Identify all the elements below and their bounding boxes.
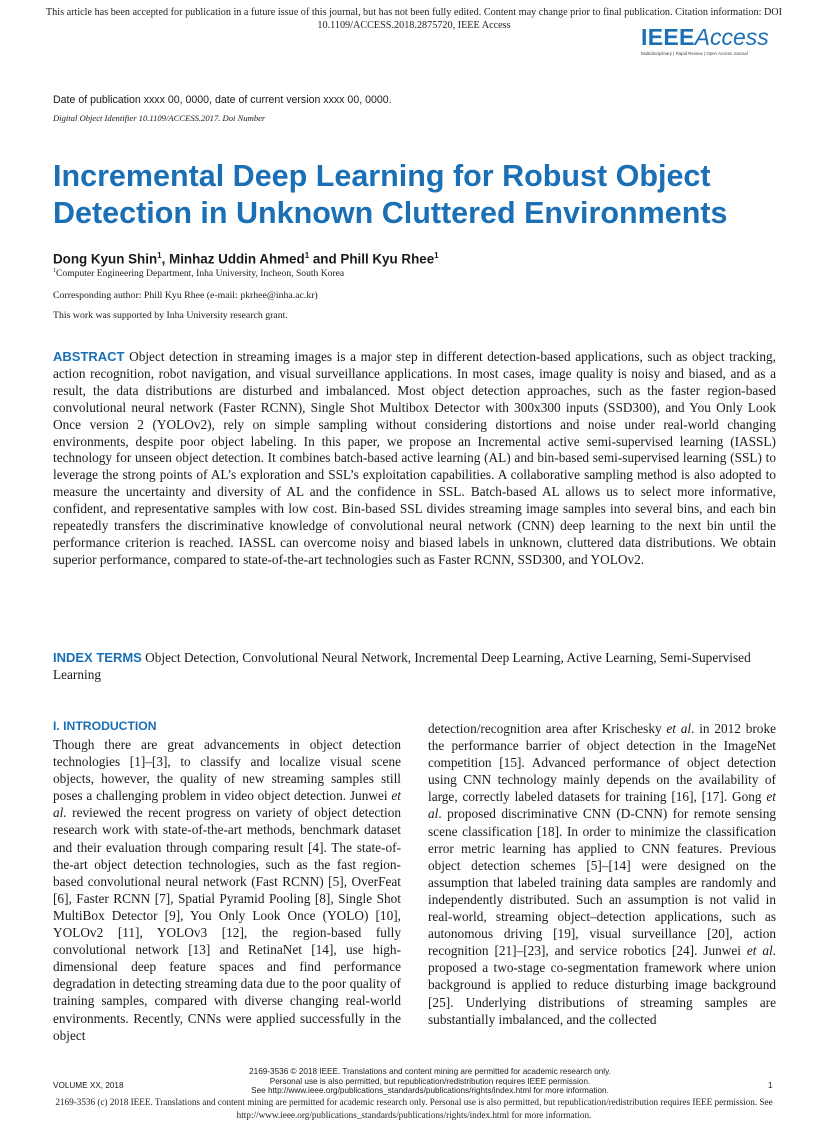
- top-notice-line-2: 10.1109/ACCESS.2018.2875720, IEEE Access: [317, 20, 511, 31]
- body-column-left: [53, 719, 401, 1044]
- footer-copyright-line-3: See http://www.ieee.org/publications_standards/publications/rights/index.html for more information.: [251, 1086, 609, 1096]
- author-affiliation-mark: 1: [157, 251, 162, 260]
- footer-copyright: [150, 1067, 710, 1096]
- body-column-right: [428, 720, 776, 1028]
- logo-tagline: Multidisciplinary | Rapid Review | Open Access Journal: [641, 51, 748, 56]
- corresponding-author: Corresponding author: Phill Kyu Rhee (e-mail: pkrhee@inha.ac.kr): [53, 290, 318, 301]
- index-terms-heading: INDEX TERMS: [53, 650, 142, 665]
- publication-date: Date of publication xxxx 00, 0000, date of current version xxxx 00, 0000.: [53, 94, 392, 106]
- footer-copyright-line-1: 2169-3536 © 2018 IEEE. Translations and content mining are permitted for academic research only.: [249, 1067, 611, 1076]
- italic-et-al: et al: [666, 721, 692, 736]
- index-terms: [53, 650, 776, 684]
- bottom-notice-line-2: http://www.ieee.org/publications_standards/publications/rights/index.html for more information.: [236, 1110, 592, 1120]
- page-number: 1: [768, 1081, 773, 1090]
- section-heading: I. INTRODUCTION: [53, 719, 157, 733]
- abstract-heading: ABSTRACT: [53, 349, 125, 364]
- author-separator: ,: [161, 251, 170, 267]
- italic-et-al: et al.: [53, 788, 401, 821]
- author-name: Dong Kyun Shin: [53, 251, 158, 267]
- bottom-notice-line-1: 2169-3536 (c) 2018 IEEE. Translations and content mining are permitted for academic research only. Personal use is also permitted, but republication/redistribution requires IEEE permission. See: [55, 1097, 773, 1107]
- top-notice-line-1: This article has been accepted for publication in a future issue of this journal, but has not been fully edited. Content may change prior to final publication. Citation information: DOI: [45, 7, 783, 18]
- italic-et-al: et al: [428, 789, 776, 822]
- bottom-notice: [20, 1096, 808, 1122]
- funding-note: This work was supported by Inha University research grant.: [53, 310, 288, 321]
- author-separator: and: [309, 251, 341, 267]
- author-name: Phill Kyu Rhee: [340, 251, 435, 267]
- paragraph-text: reviewed the recent progress on variety of object detection research work with state-of-the-art methods, benchmark dataset and their evaluation through comparing result [4]. The state-of-the-art object detection technologies, such as the fast region-based convolutional neural network (Fast RCNN) [5], OverFeat [6], Faster RCNN [7], Spatial Pyramid Pooling [8], Single Shot MultiBox Detector [9], You Only Look Once (YOLO) [10], YOLOv2 [11], YOLOv3 [12], the region-based fully convolutional network [13] and RetinaNet [14], use high-dimensional deep feature spaces and find performance degradation in detecting streaming data due to the poor quality of training samples, compared with diverse changing real-world environments. Recently, CNNs were applied successfully in the object: [53, 805, 401, 1043]
- paragraph-text: Though there are great advancements in object detection technologies [1]–[3], to classify and localize visual scene objects, however, the quality of new streaming samples still poses a challenging problem in video object detection. Junwei: [53, 737, 401, 804]
- affiliation-text: Computer Engineering Department, Inha University, Incheon, South Korea: [56, 268, 345, 280]
- index-terms-text: Object Detection, Convolutional Neural Network, Incremental Deep Learning, Active Learning, Semi-Supervised Learning: [53, 650, 751, 682]
- author-list: [53, 251, 439, 266]
- affiliation-mark: 1: [53, 268, 56, 274]
- journal-logo: [641, 24, 775, 57]
- paragraph-text: detection/recognition area after Krischesky: [428, 721, 667, 736]
- author-affiliation-mark: 1: [434, 251, 439, 260]
- paragraph-text: . in 2012 broke the performance barrier of object detection in the ImageNet competition [15]. Advanced performance of object detection using CNN technology mainly depends on the availability of large, correctly labeled datasets for training [16], [17]. Gong: [428, 721, 776, 805]
- affiliation: [53, 268, 344, 279]
- author-name: Minhaz Uddin Ahmed: [169, 251, 305, 267]
- doi-line: Digital Object Identifier 10.1109/ACCESS.2017. Doi Number: [53, 113, 266, 123]
- author-affiliation-mark: 1: [304, 251, 310, 260]
- abstract: [53, 349, 776, 569]
- footer-copyright-line-2: Personal use is also permitted, but republication/redistribution requires IEEE permission.: [269, 1076, 591, 1086]
- paragraph-text: . proposed a two-stage co-segmentation framework where union background is applied to reduce disturbing image background [25]. Underlying distributions of streaming samples are substantially imbalanced, and the collected: [428, 943, 776, 1027]
- journal-logo-wordmark: [641, 24, 775, 50]
- volume-label: VOLUME XX, 2018: [53, 1081, 124, 1090]
- paper-title: Incremental Deep Learning for Robust Object Detection in Unknown Cluttered Environments: [53, 159, 728, 230]
- paragraph-text: . proposed discriminative CNN (D-CNN) for remote sensing scene classification [18]. In order to minimize the classification error metric learning has applied to CNN features. Previous object detection schemes [5]–[14] were designed on the assumption that labeled training data samples are randomly and independently distributed. Such an assumption is not valid in real-world, streaming object–detection applications, such as autonomous driving [19], visual surveillance [20], action recognition [21]–[23], and service robotics [24]. Junwei: [428, 806, 776, 959]
- logo-access-text: Access: [694, 24, 769, 50]
- abstract-text: Object detection in streaming images is a major step in different detection-based applications, such as object tracking, action recognition, robot navigation, and visual surveillance applications. In most cases, image quality is noisy and biased, and as a result, the data distributions are disturbed and imbalanced. Most object detection approaches, such as the faster region-based convolutional neural network (Faster RCNN), Single Shot Multibox Detector with 300x300 inputs (SSD300), and You Only Look Once version 2 (YOLOv2), rely on simple sampling without considering distortions and noise under real-world changing environments, despite poor object labeling. In this paper, we propose an Incremental active semi-supervised learning (IASSL) technology for unseen object detection. It combines batch-based active learning (AL) and bin-based semi-supervised learning (SSL) to leverage the strong points of AL’s exploration and SSL’s exploitation capabilities. A collaborative sampling method is also adopted to measure the uncertainty and diversity of AL and the confidence in SSL. Batch-based AL allows us to select more informative, confident, and representative samples with low cost. Bin-based SSL divides streaming image samples into several bins, and each bin repeatedly transfers the discriminative knowledge of convolutional neural network (CNN) deep learning to the next bin until the performance criterion is reached. IASSL can overcome noisy and biased labels in unknown, cluttered data distributions. We obtain superior performance, compared to state-of-the-art technologies such as Faster RCNN, SSD300, and YOLOv2.: [53, 349, 776, 567]
- logo-ieee-text: IEEE: [641, 24, 695, 50]
- italic-et-al: et al: [746, 943, 773, 959]
